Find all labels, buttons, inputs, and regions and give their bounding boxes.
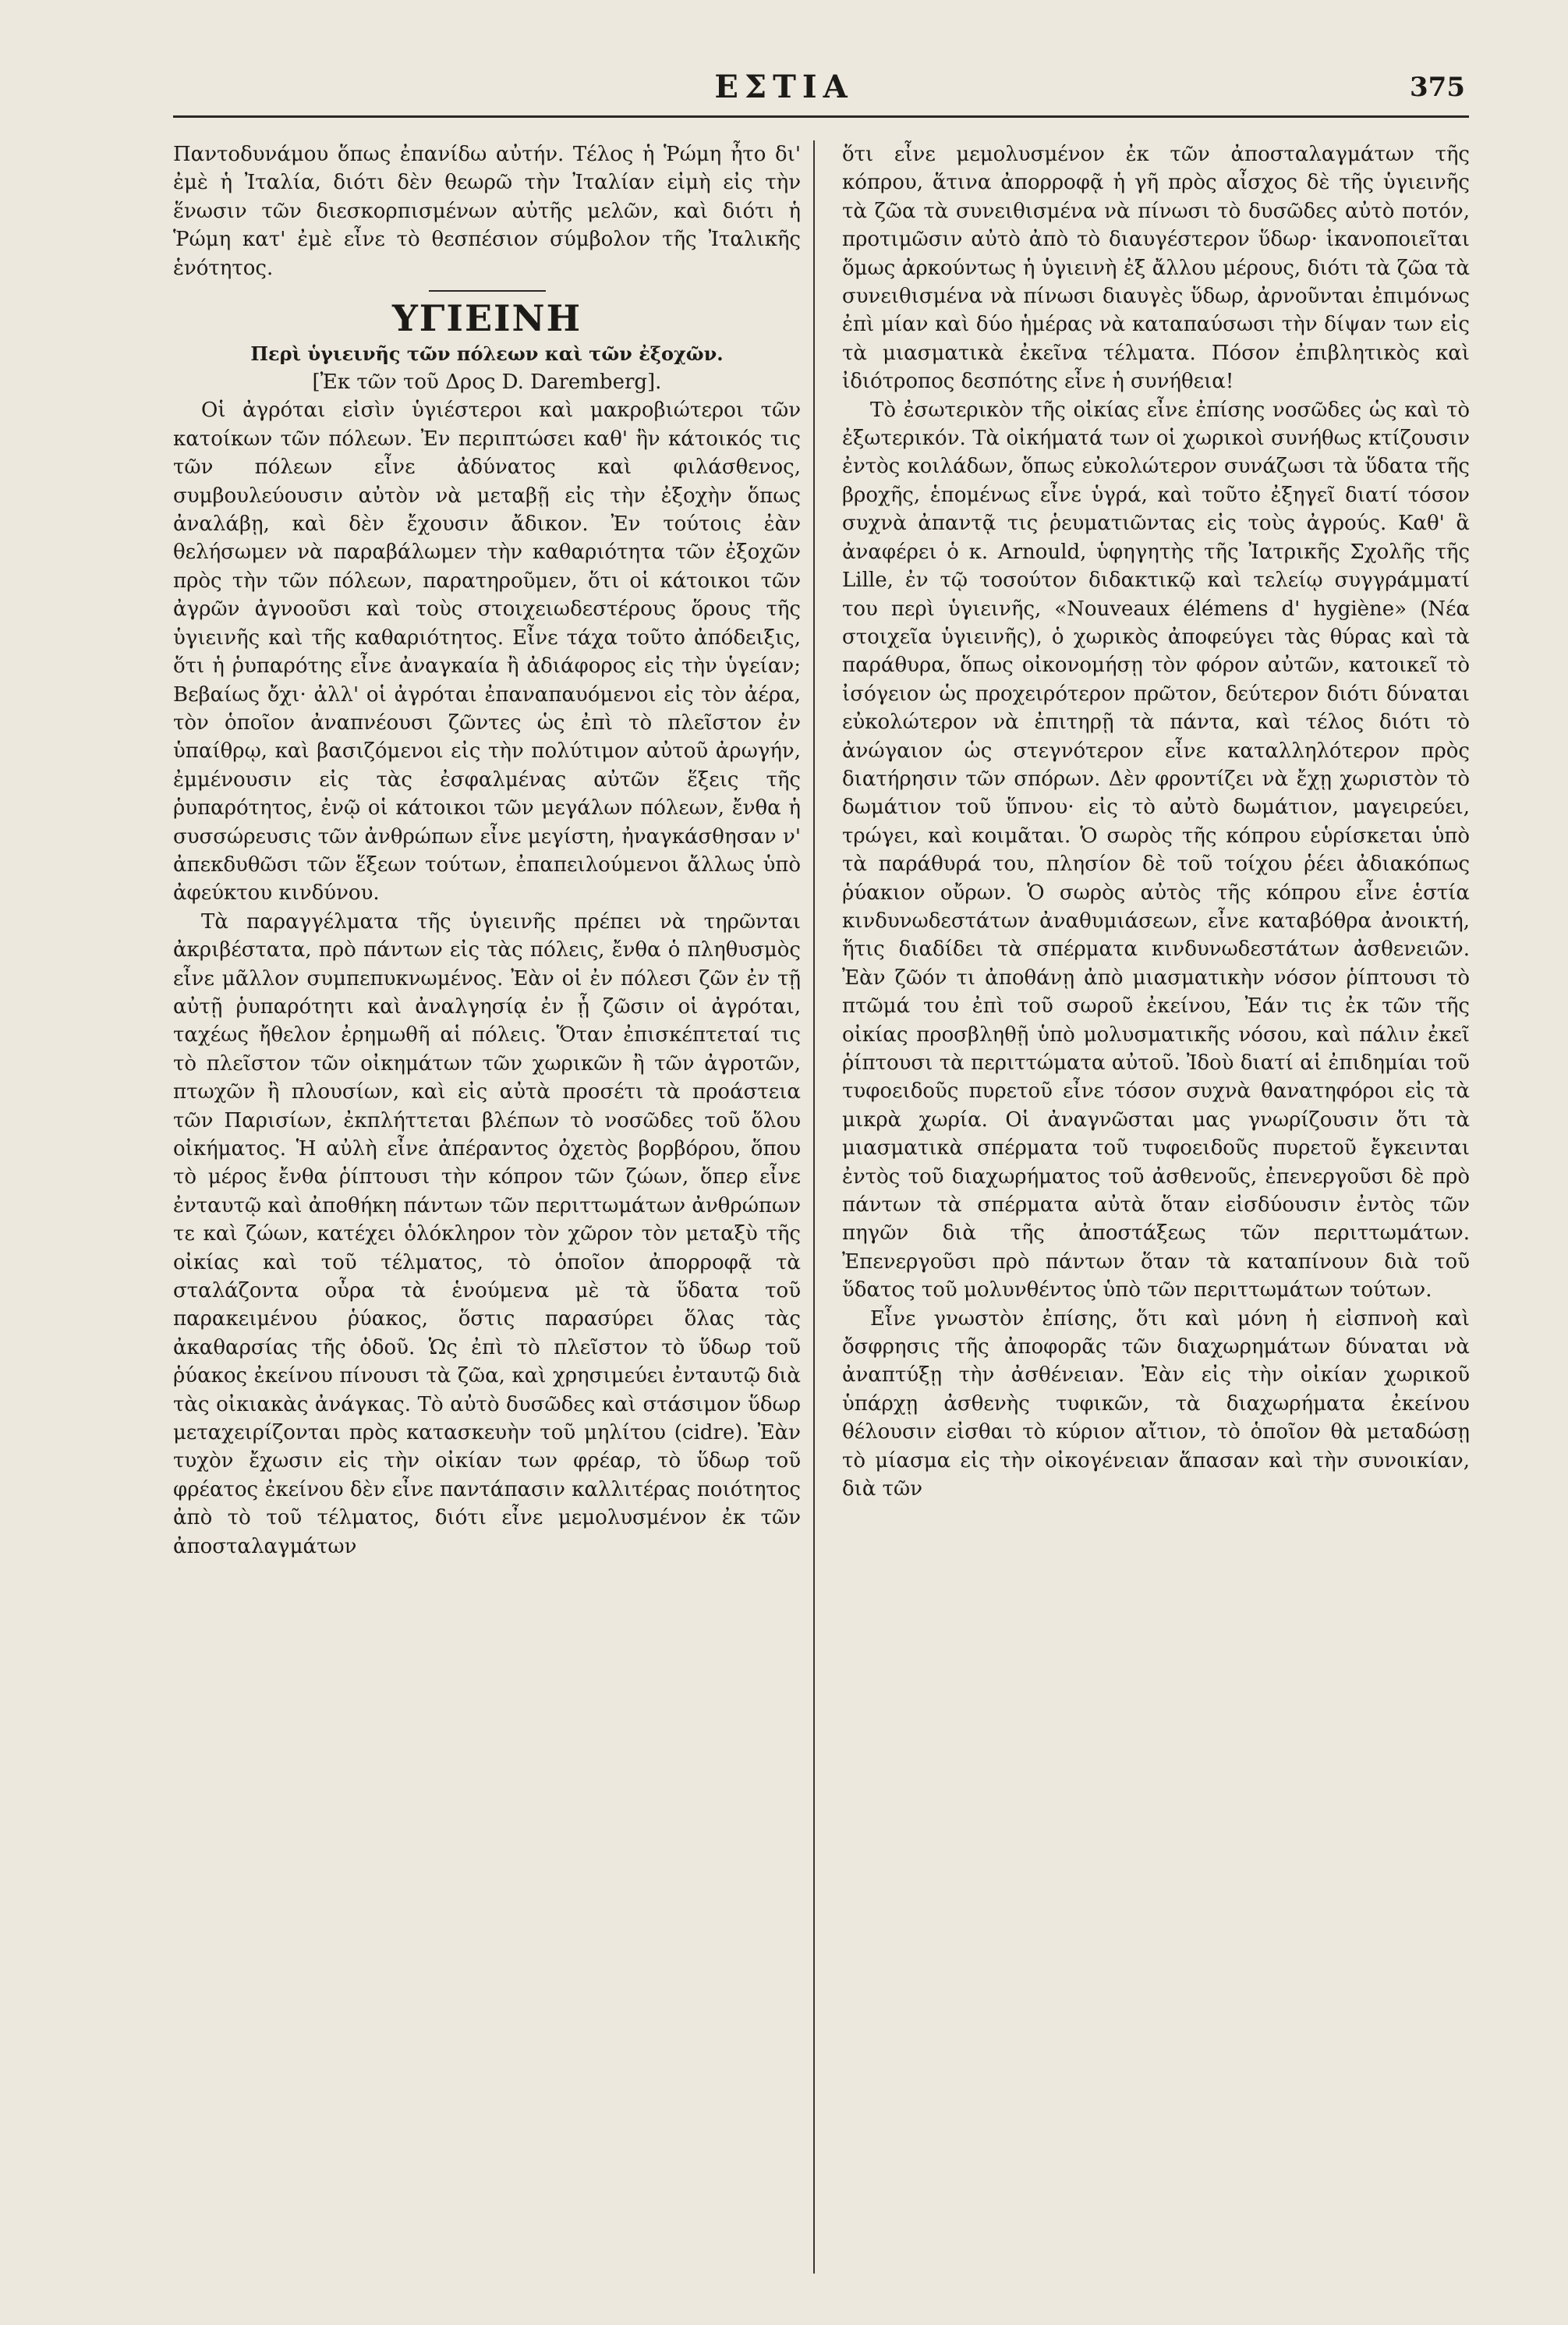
page-number: 375	[1410, 72, 1465, 103]
body-paragraph: Τὸ ἐσωτερικὸν τῆς οἰκίας εἶνε ἐπίσης νοσῶδες ὡς καὶ τὸ ἐξωτερικόν. Τὰ οἰκήματά των οἱ χωρικοὶ συνήθως κτίζουσιν ἐντὸς κοιλάδων, ὅπως εὐκολώτερον συνάζωσι τὰ ὕδατα τῆς βροχῆς, ἑπομένως εἶνε ὑγρά, καὶ τοῦτο ἐξηγεῖ διατί τόσον συχνὰ ἀπαντᾷ τις ῥευματιῶντας εἰς τοὺς ἀγρούς. Καθ' ἃ ἀναφέρει ὁ κ. Arnould, ὑφηγητὴς τῆς Ἰατρικῆς Σχολῆς τῆς Lille, ἐν τῷ τοσούτον διδακτικῷ καὶ τελείῳ συγγράμματί του περὶ ὑγιεινῆς, «Nouveaux élémens d' hygiène» (Νέα στοιχεῖα ὑγιεινῆς), ὁ χωρικὸς ἀποφεύγει τὰς θύρας καὶ τὰ παράθυρα, ὅπως οἰκονομήσῃ τὸν φόρον αὐτῶν, κατοικεῖ τὸ ἰσόγειον ὡς προχειρότερον πρῶτον, δεύτερον διότι δύναται εὐκολώτερον νὰ ἐπιτηρῇ τὰ πάντα, καὶ τέλος διότι τὸ ἀνώγαιον ὡς στεγνότερον εἶνε καταλληλότερον πρὸς διατήρησιν τῶν σπόρων. Δὲν φροντίζει νὰ ἔχῃ χωριστὸν τὸ δωμάτιον τοῦ ὕπνου· εἰς τὸ αὐτὸ δωμάτιον, μαγειρεύει, τρώγει, καὶ κοιμᾶται. Ὁ σωρὸς τῆς κόπρου εὑρίσκεται ὑπὸ τὰ παράθυρά του, πλησίον δὲ τοῦ τοίχου ῥέει ἀδιακόπως ῥύακιον οὔρων. Ὁ σωρὸς αὐτὸς τῆς κόπρου εἶνε ἑστία κινδυνωδεστάτων ἀναθυμιάσεων, εἶνε καταβόθρα ἀνοικτή, ἥτις διαδίδει τὰ σπέρματα κινδυνωδεστάτων ἀσθενειῶν. Ἐὰν ζῶόν τι ἀποθάνῃ ἀπὸ μιασματικὴν νόσον ῥίπτουσι τὸ πτῶμά του ἐπὶ τοῦ σωροῦ ἐκείνου, Ἐάν τις ἐκ τῶν τῆς οἰκίας προσβληθῇ ὑπὸ μολυσματικῆς νόσου, καὶ πάλιν ἐκεῖ ῥίπτουσι τὰ περιττώματα αὐτοῦ. Ἰδοὺ διατί αἱ ἐπιδημίαι τοῦ τυφοειδοῦς πυρετοῦ εἶνε τόσον συχνὰ θανατηφόροι εἰς τὰ μικρὰ χωρία. Οἱ ἀναγνῶσται μας γνωρίζουσιν ὅτι τὰ μιασματικὰ σπέρματα τοῦ τυφοειδοῦς πυρετοῦ ἔγκεινται ἐντὸς τοῦ διαχωρήματος τοῦ ἀσθενοῦς, ἐπενεργοῦσι δὲ πρὸ πάντων τὰ σπέρματα αὐτὰ ὅταν εἰσδύουσιν ἐντὸς τῶν πηγῶν διὰ τῆς ἀποστάξεως τῶν περιττωμάτων. Ἐπενεργοῦσι πρὸ πάντων ὅταν τὰ καταπίνουν διὰ τοῦ ὕδατος τοῦ μολυνθέντος ὑπὸ τῶν περιττωμάτων τούτων.	[842, 398, 1470, 1302]
body-paragraph: Εἶνε γνωστὸν ἐπίσης, ὅτι καὶ μόνη ἡ εἰσπνοὴ καὶ ὄσφρησις τῆς ἀποφορᾶς τῶν διαχωρημάτων δύναται νὰ ἀναπτύξῃ τὴν ἀσθένειαν. Ἐὰν εἰς τὴν οἰκίαν χωρικοῦ ὑπάρχῃ ἀσθενὴς τυφικῶν, τὰ διαχωρήματα ἐκείνου θέλουσιν εἰσθαι τὸ κύριον αἴτιον, τὸ ὁποῖον θὰ μεταδώσῃ τὸ μίασμα εἰς τὴν οἰκογένειαν ἅπασαν καὶ τὴν συνοικίαν, διὰ τῶν	[842, 1306, 1470, 1501]
body-paragraph: ὅτι εἶνε μεμολυσμένον ἐκ τῶν ἀποσταλαγμάτων τῆς κόπρου, ἅτινα ἀπορροφᾷ ἡ γῆ πρὸς αἶσχος δὲ τῆς ὑγιεινῆς τὰ ζῶα τὰ συνειθισμένα νὰ πίνωσι τὸ δυσῶδες αὐτὸ ποτόν, προτιμῶσιν αὐτὸ ἀπὸ τὸ διαυγέστερον ὕδωρ· ἱκανοποιεῖται ὅμως ἀρκούντως ἡ ὑγιεινὴ ἐξ ἄλλου μέρους, διότι τὰ ζῶα τὰ συνειθισμένα νὰ πίνωσι διαυγὲς ὕδωρ, ἀρνοῦνται ἐπιμόνως ἐπὶ μίαν καὶ δύο ἡμέρας νὰ καταπαύσωσι τὴν δίψαν των εἰς τὰ μιασματικὰ ἐκεῖνα τέλματα. Πόσον ἐπιβλητικὸς καὶ ἰδιότροπος δεσπότης εἶνε ἡ συνήθεια!	[842, 143, 1470, 394]
section-source: [Ἐκ τῶν τοῦ Δρος D. Daremberg].	[312, 370, 662, 395]
left-column	[173, 140, 801, 2262]
header-rule	[173, 115, 1469, 118]
intro-paragraph: Παντοδυνάμου ὅπως ἐπανίδω αὐτήν. Τέλος ἡ Ῥώμη ἦτο δι' ἐμὲ ἡ Ἰταλία, διότι δὲν θεωρῶ τὴν Ἰταλίαν εἰμὴ εἰς τὴν ἕνωσιν τῶν διεσκορπισμένων αὐτῆς μελῶν, καὶ διότι ἡ Ῥώμη κατ' ἐμὲ εἶνε τὸ θεσπέσιον σύμβολον τῆς Ἰταλικῆς ἑνότητος.	[173, 143, 801, 280]
section-title: ΥΓΙΕΙΝΗ	[391, 297, 582, 340]
body-paragraph: Οἱ ἀγρόται εἰσὶν ὑγιέστεροι καὶ μακροβιώτεροι τῶν κατοίκων τῶν πόλεων. Ἐν περιπτώσει καθ' ἣν κάτοικός τις τῶν πόλεων εἶνε ἀδύνατος καὶ φιλάσθενος, συμβουλεύουσιν αὐτὸν νὰ μεταβῇ εἰς τὴν ἐξοχὴν ὅπως ἀναλάβῃ, καὶ δὲν ἔχουσιν ἄδικον. Ἐν τούτοις ἐὰν θελήσωμεν νὰ παραβάλωμεν τὴν καθαριότητα τῶν ἐξοχῶν πρὸς τὴν τῶν πόλεων, παρατηροῦμεν, ὅτι οἱ κάτοικοι τῶν ἀγρῶν ἀγνοοῦσι καὶ τοὺς στοιχειωδεστέρους ὅρους τῆς ὑγιεινῆς καὶ τῆς καθαριότητος. Εἶνε τάχα τοῦτο ἀπόδειξις, ὅτι ἡ ῥυπαρότης εἶνε ἀναγκαία ἢ ἀδιάφορος εἰς τὴν ὑγείαν; Βεβαίως ὄχι· ἀλλ' οἱ ἀγρόται ἐπαναπαυόμενοι εἰς τὸν ἀέρα, τὸν ὁποῖον ἀναπνέουσι ζῶντες ὡς ἐπὶ τὸ πλεῖστον ἐν ὑπαίθρῳ, καὶ βασιζόμενοι εἰς τὴν πολύτιμον αὐτοῦ ἀρωγήν, ἐμμένουσιν εἰς τὰς ἐσφαλμένας αὐτῶν ἕξεις τῆς ῥυπαρότητος, ἐνῷ οἱ κάτοικοι τῶν μεγάλων πόλεων, ἔνθα ἡ συσσώρευσις τῶν ἀνθρώπων εἶνε μεγίστη, ἠναγκάσθησαν ν' ἀπεκδυθῶσι τῶν ἕξεων τούτων, ἐπαπειλούμενοι ἄλλως ὑπὸ ἀφεύκτου κινδύνου.	[173, 399, 801, 906]
section-subtitle: Περὶ ὑγιεινῆς τῶν πόλεων καὶ τῶν ἐξοχῶν.	[250, 342, 724, 366]
right-column	[842, 140, 1470, 2262]
section-divider	[429, 290, 546, 292]
masthead-title: ΕΣΤΙΑ	[714, 69, 854, 105]
column-divider	[813, 140, 815, 2274]
body-paragraph: Τὰ παραγγέλματα τῆς ὑγιεινῆς πρέπει νὰ τηρῶνται ἀκριβέστατα, πρὸ πάντων εἰς τὰς πόλεις, ἔνθα ὁ πληθυσμὸς εἶνε μᾶλλον συμπεπυκνωμένος. Ἐὰν οἱ ἐν πόλεσι ζῶν ἐν τῇ αὐτῇ ῥυπαρότητι καὶ ἀναλγησίᾳ ἐν ᾗ ζῶσιν οἱ ἀγρόται, ταχέως ἤθελον ἐρημωθῆ αἱ πόλεις. Ὅταν ἐπισκέπτεταί τις τὸ πλεῖστον τῶν οἰκημάτων τῶν χωρικῶν ἢ τῶν ἀγροτῶν, πτωχῶν ἢ πλουσίων, καὶ εἰς αὐτὰ προσέτι τὰ προάστεια τῶν Παρισίων, ἐκπλήττεται βλέπων τὸ νοσῶδες τοῦ ὅλου οἰκήματος. Ἡ αὐλὴ εἶνε ἀπέραντος ὀχετὸς βορβόρου, ὅπου τὸ μέρος ἔνθα ῥίπτουσι τὴν κόπρον τῶν ζώων, ὅπερ εἶνε ἐνταυτῷ καὶ ἀποθήκη πάντων τῶν περιττωμάτων ἀνθρώπων τε καὶ ζώων, κατέχει ὁλόκληρον τὸν χῶρον τὸν μεταξὺ τῆς οἰκίας καὶ τοῦ τέλματος, τὸ ὁποῖον ἀπορροφᾷ τὰ σταλάζοντα οὖρα τὰ ἑνούμενα μὲ τὰ ὕδατα τοῦ παρακειμένου ῥύακος, ὅστις παρασύρει ὅλας τὰς ἀκαθαρσίας τῆς ὁδοῦ. Ὡς ἐπὶ τὸ πλεῖστον τὸ ὕδωρ τοῦ ῥύακος ἐκείνου πίνουσι τὰ ζῶα, καὶ χρησιμεύει ἐνταυτῷ διὰ τὰς οἰκιακὰς ἀνάγκας. Τὸ αὐτὸ δυσῶδες καὶ στάσιμον ὕδωρ μεταχειρίζονται πρὸς κατασκευὴν τοῦ μηλίτου (cidre). Ἐὰν τυχὸν ἔχωσιν εἰς τὴν οἰκίαν των φρέαρ, τὸ ὕδωρ τοῦ φρέατος ἐκείνου δὲν εἶνε παντάπασιν καλλιτέρας ποιότητος ἀπὸ τὸ τοῦ τέλματος, διότι εἶνε μεμολυσμένον ἐκ τῶν ἀποσταλαγμάτων	[173, 909, 801, 1558]
